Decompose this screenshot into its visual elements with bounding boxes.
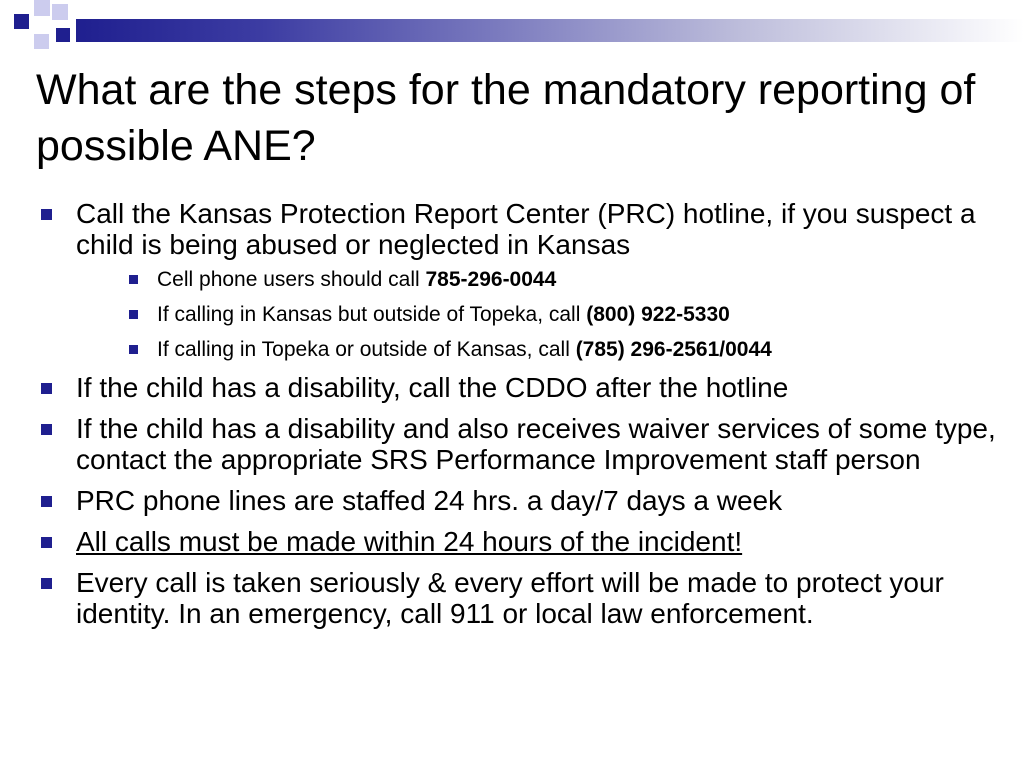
phone-number: 785-296-0044: [425, 268, 557, 291]
square-bullet-icon: [41, 578, 52, 589]
sub-bullet-item: [76, 267, 998, 292]
decor-square: [56, 28, 70, 42]
bullet-text-underlined: All calls must be made within 24 hours of the incident!: [76, 526, 743, 557]
sub-bullet-list: [76, 267, 998, 362]
phone-number: (785) 296-2561/0044: [575, 338, 772, 361]
decor-square: [34, 34, 49, 49]
bullet-item: [38, 413, 998, 475]
bullet-list: [38, 198, 998, 639]
bullet-item: [38, 567, 998, 629]
bullet-text: Call the Kansas Protection Report Center (PRC) hotline, if you suspect a child is being abused or neglected in Kansas: [76, 198, 976, 260]
decor-square: [34, 0, 50, 16]
square-bullet-icon: [41, 537, 52, 548]
hollow-square-bullet-icon: [129, 345, 138, 354]
square-bullet-icon: [41, 383, 52, 394]
slide-title: What are the steps for the mandatory reporting of possible ANE?: [36, 66, 976, 170]
bullet-item: [38, 526, 998, 557]
sub-bullet-item: [76, 337, 998, 362]
decor-square: [52, 4, 68, 20]
decor-square: [14, 14, 29, 29]
square-bullet-icon: [41, 496, 52, 507]
sub-bullet-text: If calling in Kansas but outside of Topeka, call: [157, 303, 587, 326]
bullet-text: If the child has a disability, call the CDDO after the hotline: [76, 372, 789, 403]
sub-bullet-text: Cell phone users should call: [157, 268, 426, 291]
hollow-square-bullet-icon: [129, 310, 138, 319]
bullet-item: [38, 198, 998, 362]
header-band: [76, 19, 1024, 42]
bullet-text: PRC phone lines are staffed 24 hrs. a day/7 days a week: [76, 485, 783, 516]
header-decoration: [0, 0, 1024, 60]
bullet-text: Every call is taken seriously & every effort will be made to protect your identity. In an emergency, call 911 or local law enforcement.: [76, 567, 944, 629]
hollow-square-bullet-icon: [129, 275, 138, 284]
square-bullet-icon: [41, 424, 52, 435]
phone-number: (800) 922-5330: [586, 303, 730, 326]
sub-bullet-text: If calling in Topeka or outside of Kansas, call: [157, 338, 576, 361]
sub-bullet-item: [76, 302, 998, 327]
bullet-text: If the child has a disability and also receives waiver services of some type, contact the appropriate SRS Performance Improvement staff person: [76, 413, 996, 475]
bullet-item: [38, 485, 998, 516]
bullet-item: [38, 372, 998, 403]
square-bullet-icon: [41, 209, 52, 220]
